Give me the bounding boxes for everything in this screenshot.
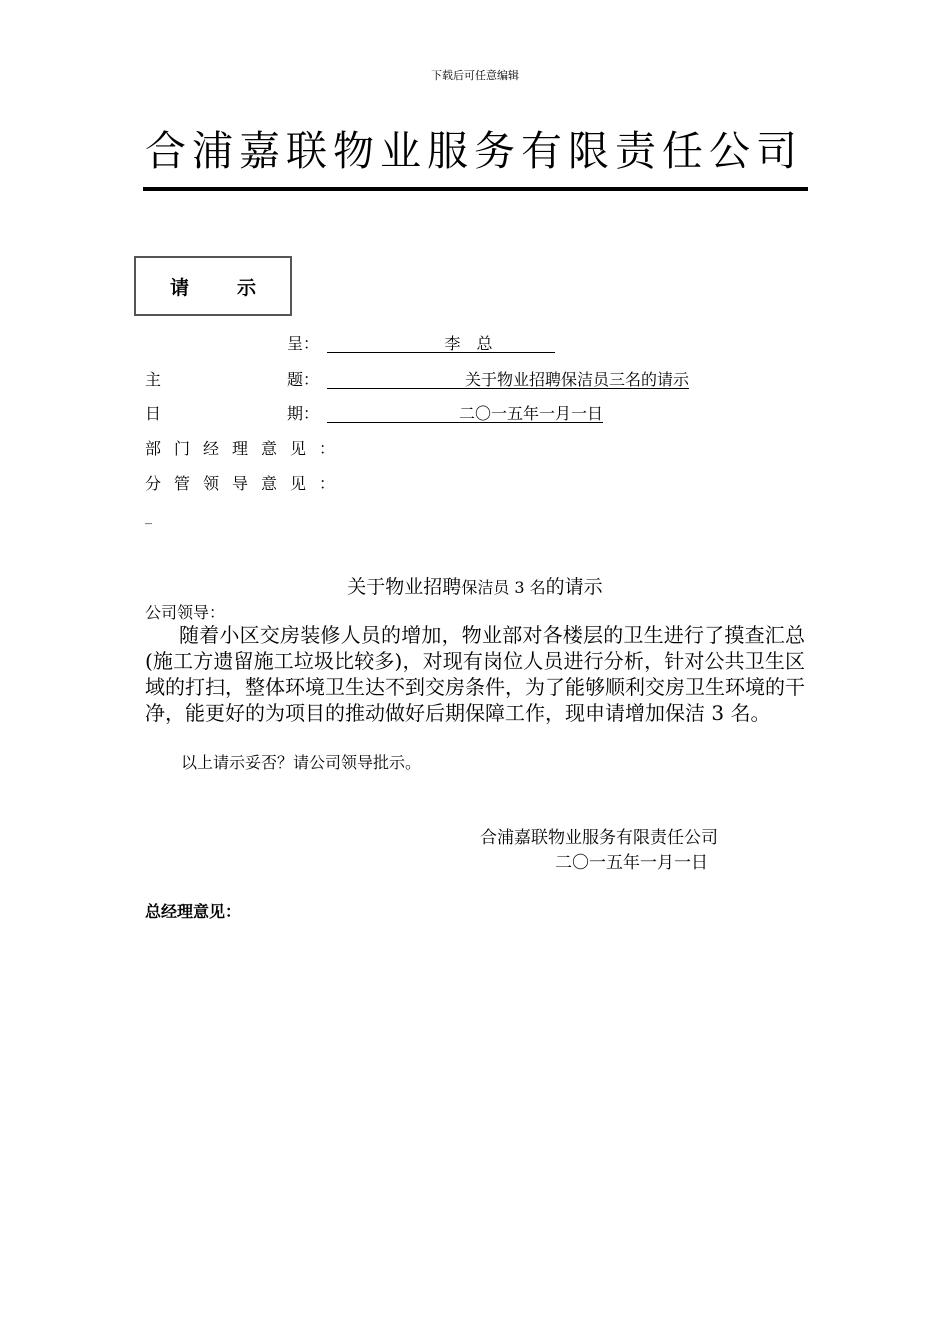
letter-title — [0, 572, 950, 599]
date-label-first: 日 — [145, 404, 162, 423]
signature-company: 合浦嘉联物业服务有限责任公司 — [480, 828, 718, 848]
date-value: 二〇一五年一月一日 — [327, 401, 603, 423]
gm-opinion-label: 总经理意见： — [145, 902, 242, 921]
letter-title-part3: 的请示 — [545, 576, 603, 598]
doc-type-box — [134, 256, 304, 316]
letter-title-part1: 关于物业招聘 — [347, 576, 462, 598]
date-label-second: 期： — [287, 404, 320, 423]
signature-date: 二〇一五年一月一日 — [555, 853, 708, 873]
closing-line: 以上请示妥否？请公司领导批示。 — [181, 753, 422, 772]
to-value: 李 总 — [327, 331, 555, 353]
subject-value: 关于物业招聘保洁员三名的请示 — [327, 367, 689, 389]
title-rule — [143, 187, 808, 191]
letter-title-part2: 保洁员 3 名 — [461, 578, 546, 597]
dash-mark: _ — [145, 509, 152, 525]
subject-label-second: 题： — [287, 370, 320, 389]
to-label: 呈： — [287, 334, 320, 353]
salutation: 公司领导： — [145, 603, 226, 622]
company-title: 合浦嘉联物业服务有限责任公司 — [145, 127, 803, 175]
header-note: 下载后可任意编辑 — [431, 69, 519, 82]
doc-type-label: 请示 — [169, 276, 304, 299]
letter-body: 随着小区交房装修人员的增加，物业部对各楼层的卫生进行了摸查汇总(施工方遗留施工垃圾比较多)，对现有岗位人员进行分析，针对公共卫生区域的打扫，整体环境卫生达不到交房条件，为了能够顺利交房卫生环境的干净，能更好的为项目的推动做好后期保障工作，现申请增加保洁 3 名。 — [145, 623, 805, 725]
dept-manager-opinion-label: 部门经理意见： — [145, 439, 349, 458]
leader-opinion-label: 分管领导意见： — [145, 474, 349, 493]
subject-label-first: 主 — [145, 370, 162, 389]
